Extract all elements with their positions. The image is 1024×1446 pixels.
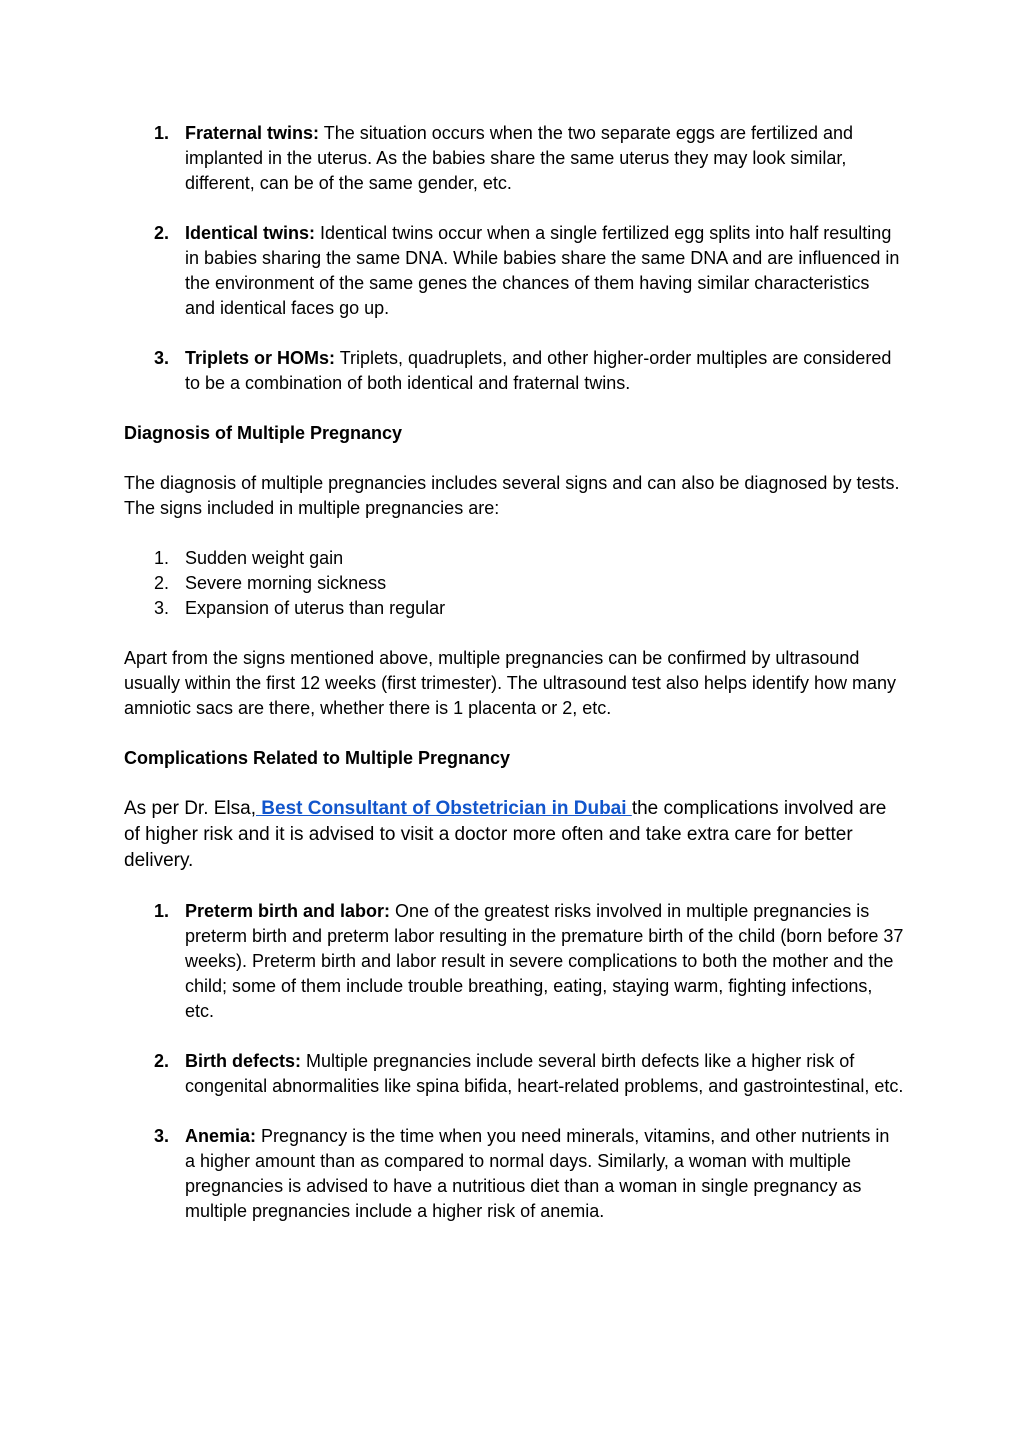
list-text: One of the greatest risks involved in multiple pregnancies is preterm birth and preterm labor resulting in the premature birth of the child (born before 37 weeks). Preterm birth and labor result in severe complications to both the mother and the child; some of them include trouble breathing, eating, staying warm, fighting infections, etc. [185, 901, 904, 1021]
list-term: Preterm birth and labor: [185, 901, 391, 921]
list-number: 1. [154, 123, 170, 143]
list-item [124, 121, 904, 196]
list-text: Sudden weight gain [185, 548, 344, 568]
list-item [124, 1124, 904, 1224]
list-text: Identical twins occur when a single fertilized egg splits into half resulting in babies sharing the same DNA. While babies share the same DNA and are influenced in the environment of the same genes the chances of them having similar characteristics and identical faces go up. [185, 223, 900, 318]
list-term: Birth defects: [185, 1051, 302, 1071]
list-text: Severe morning sickness [185, 573, 387, 593]
list-item [124, 571, 904, 596]
consultant-link[interactable]: Best Consultant of Obstetrician in Dubai [256, 798, 632, 819]
list-text: Triplets, quadruplets, and other higher-order multiples are considered to be a combination of both identical and fraternal twins. [185, 348, 892, 393]
list-item [124, 899, 904, 1024]
diagnosis-intro: The diagnosis of multiple pregnancies includes several signs and can also be diagnosed by tests. The signs included in multiple pregnancies are: [124, 473, 900, 518]
list-term: Fraternal twins: [185, 123, 320, 143]
list-term: Identical twins: [185, 223, 316, 243]
list-number: 2. [154, 573, 170, 593]
intro-after: the complications involved are of higher risk and it is advised to visit a doctor more often and take extra care for better delivery. [124, 798, 887, 871]
twin-types-list [124, 121, 904, 396]
list-item [124, 221, 904, 321]
list-item [124, 596, 904, 621]
list-text: Expansion of uterus than regular [185, 598, 446, 618]
list-number: 2. [154, 223, 170, 243]
list-number: 3. [154, 1126, 170, 1146]
list-number: 3. [154, 348, 170, 368]
list-number: 3. [154, 598, 170, 618]
diagnosis-followup: Apart from the signs mentioned above, multiple pregnancies can be confirmed by ultrasound usually within the first 12 weeks (first trimester). The ultrasound test also helps identify how many amniotic sacs are there, whether there is 1 placenta or 2, etc. [124, 648, 896, 718]
list-term: Anemia: [185, 1126, 257, 1146]
intro-before: As per Dr. Elsa, [124, 798, 256, 819]
list-item [124, 546, 904, 571]
list-text: Multiple pregnancies include several birth defects like a higher risk of congenital abnormalities like spina bifida, heart-related problems, and gastrointestinal, etc. [185, 1051, 904, 1096]
complications-heading: Complications Related to Multiple Pregnancy [124, 748, 511, 768]
list-text: The situation occurs when the two separate eggs are fertilized and implanted in the uterus. As the babies share the same uterus they may look similar, different, can be of the same gender, etc. [185, 123, 854, 193]
list-number: 2. [154, 1051, 170, 1071]
list-number: 1. [154, 548, 170, 568]
complications-intro [124, 796, 904, 874]
list-text: Pregnancy is the time when you need minerals, vitamins, and other nutrients in a higher amount than as compared to normal days. Similarly, a woman with multiple pregnancies is advised to have a nutritious diet than a woman in single pregnancy as multiple pregnancies include a higher risk of anemia. [185, 1126, 890, 1221]
list-item [124, 346, 904, 396]
document-page [124, 121, 904, 1224]
list-item [124, 1049, 904, 1099]
list-number: 1. [154, 901, 170, 921]
list-term: Triplets or HOMs: [185, 348, 336, 368]
complications-list [124, 899, 904, 1224]
diagnosis-heading: Diagnosis of Multiple Pregnancy [124, 423, 403, 443]
signs-list [124, 546, 904, 621]
